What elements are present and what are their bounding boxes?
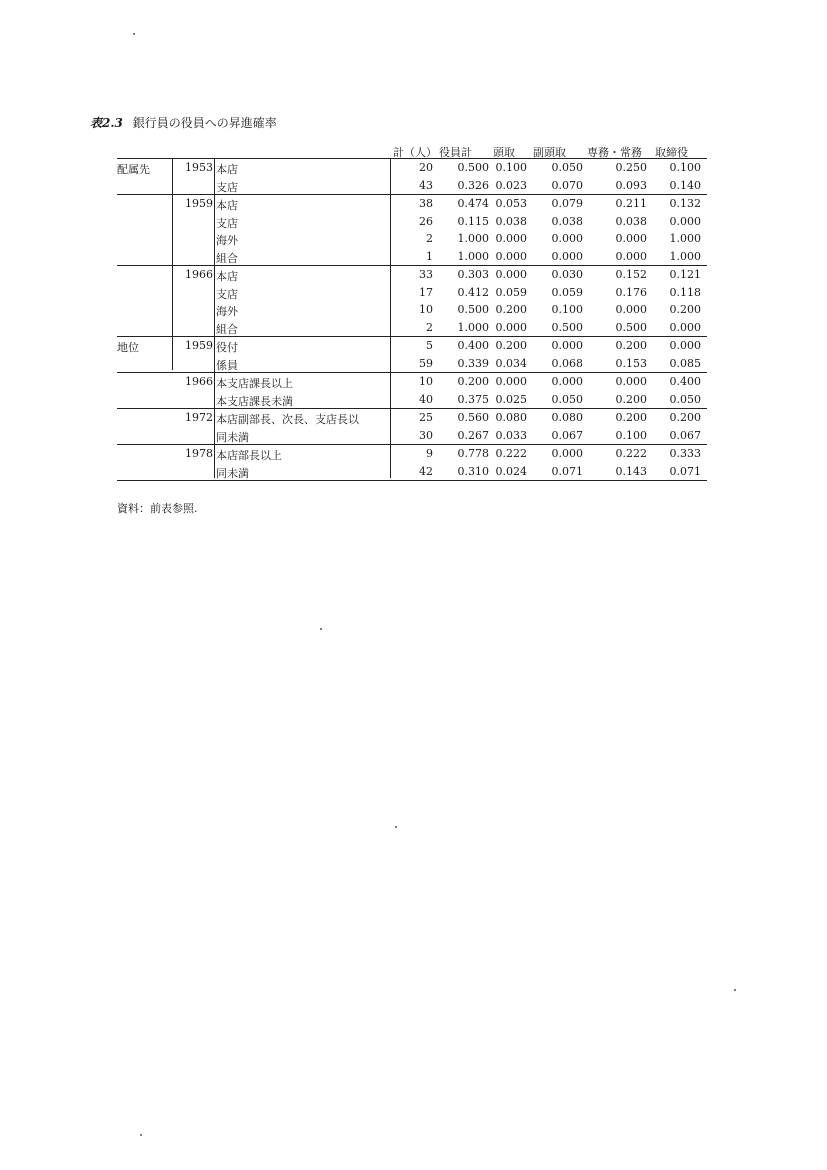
source-note: 資料：前表参照. bbox=[117, 502, 198, 515]
vice-president-cell: 0.000 bbox=[551, 249, 583, 263]
director-cell: 0.000 bbox=[669, 320, 701, 334]
vice-president-cell: 0.000 bbox=[551, 339, 583, 352]
year-cell: 1978 bbox=[185, 447, 213, 460]
table-row bbox=[117, 445, 707, 463]
director-cell: 1.000 bbox=[669, 249, 701, 263]
president-cell: 0.000 bbox=[495, 375, 527, 388]
director-cell: 0.333 bbox=[669, 447, 701, 460]
table-row bbox=[117, 355, 707, 373]
president-cell: 0.200 bbox=[495, 339, 527, 352]
director-cell: 0.100 bbox=[669, 161, 701, 174]
year-cell: 1953 bbox=[185, 161, 213, 174]
table-row bbox=[117, 319, 707, 337]
president-cell: 0.100 bbox=[495, 161, 527, 174]
director-cell: 0.118 bbox=[669, 285, 701, 299]
year-cell: 1966 bbox=[185, 268, 213, 281]
count-cell: 1 bbox=[426, 249, 433, 263]
table-row bbox=[117, 301, 707, 319]
count-cell: 25 bbox=[419, 411, 433, 424]
header-total: 計（人） bbox=[393, 146, 437, 159]
president-cell: 0.034 bbox=[495, 356, 527, 370]
director-cell: 0.050 bbox=[669, 392, 701, 406]
row-group bbox=[117, 159, 707, 195]
officers-cell: 0.326 bbox=[457, 178, 489, 192]
vice-president-cell: 0.050 bbox=[551, 392, 583, 406]
officers-cell: 0.267 bbox=[457, 428, 489, 442]
count-cell: 17 bbox=[419, 285, 433, 299]
column-rule bbox=[172, 159, 173, 370]
row-group bbox=[117, 373, 707, 409]
item-cell: 同未満 bbox=[216, 466, 249, 480]
managing-director-cell: 0.250 bbox=[615, 161, 647, 174]
vice-president-cell: 0.068 bbox=[551, 356, 583, 370]
table-row bbox=[117, 391, 707, 409]
director-cell: 0.085 bbox=[669, 356, 701, 370]
probability-table bbox=[117, 144, 707, 481]
managing-director-cell: 0.200 bbox=[615, 392, 647, 406]
director-cell: 0.132 bbox=[669, 197, 701, 210]
scan-speck bbox=[395, 826, 397, 828]
count-cell: 59 bbox=[419, 356, 433, 370]
item-cell: 本支店課長以上 bbox=[216, 377, 293, 390]
item-cell: 支店 bbox=[216, 216, 238, 230]
table-row bbox=[117, 266, 707, 284]
officers-cell: 0.339 bbox=[457, 356, 489, 370]
count-cell: 33 bbox=[419, 268, 433, 281]
officers-cell: 0.778 bbox=[457, 447, 489, 460]
table-row bbox=[117, 409, 707, 427]
table-row bbox=[117, 213, 707, 231]
officers-cell: 1.000 bbox=[457, 232, 489, 245]
president-cell: 0.059 bbox=[495, 285, 527, 299]
president-cell: 0.222 bbox=[495, 447, 527, 460]
count-cell: 9 bbox=[426, 447, 433, 460]
president-cell: 0.080 bbox=[495, 411, 527, 424]
president-cell: 0.053 bbox=[495, 197, 527, 210]
officers-cell: 0.474 bbox=[457, 197, 489, 210]
year-cell: 1959 bbox=[185, 339, 213, 352]
managing-director-cell: 0.152 bbox=[615, 268, 647, 281]
count-cell: 30 bbox=[419, 428, 433, 442]
managing-director-cell: 0.000 bbox=[615, 232, 647, 245]
president-cell: 0.000 bbox=[495, 320, 527, 334]
president-cell: 0.200 bbox=[495, 303, 527, 316]
table-header bbox=[117, 144, 707, 159]
count-cell: 2 bbox=[426, 320, 433, 334]
count-cell: 5 bbox=[426, 339, 433, 352]
officers-cell: 0.500 bbox=[457, 303, 489, 316]
vice-president-cell: 0.000 bbox=[551, 232, 583, 245]
officers-cell: 0.303 bbox=[457, 268, 489, 281]
row-group bbox=[117, 409, 707, 445]
vice-president-cell: 0.100 bbox=[551, 303, 583, 316]
managing-director-cell: 0.153 bbox=[615, 356, 647, 370]
vice-president-cell: 0.070 bbox=[551, 178, 583, 192]
vice-president-cell: 0.059 bbox=[551, 285, 583, 299]
row-group bbox=[117, 266, 707, 337]
item-cell: 本店 bbox=[216, 199, 238, 212]
officers-cell: 0.500 bbox=[457, 161, 489, 174]
managing-director-cell: 0.000 bbox=[615, 303, 647, 316]
item-cell: 本店 bbox=[216, 270, 238, 283]
count-cell: 2 bbox=[426, 232, 433, 245]
managing-director-cell: 0.222 bbox=[615, 447, 647, 460]
year-cell: 1972 bbox=[185, 411, 213, 424]
year-cell: 1966 bbox=[185, 375, 213, 388]
table-row bbox=[117, 427, 707, 445]
table-row bbox=[117, 284, 707, 302]
item-cell: 本支店課長未満 bbox=[216, 394, 293, 408]
item-cell: 係員 bbox=[216, 358, 238, 372]
officers-cell: 0.200 bbox=[457, 375, 489, 388]
row-group bbox=[117, 337, 707, 373]
scan-speck bbox=[734, 989, 736, 991]
president-cell: 0.025 bbox=[495, 392, 527, 406]
table-row bbox=[117, 463, 707, 481]
item-cell: 本店副部長、次長、支店長以 bbox=[216, 413, 359, 426]
managing-director-cell: 0.211 bbox=[615, 197, 647, 210]
director-cell: 0.140 bbox=[669, 178, 701, 192]
table-caption: 銀行員の役員への昇進確率 bbox=[132, 116, 277, 130]
scan-speck bbox=[140, 1134, 142, 1136]
table-number: 表2.3 bbox=[90, 116, 123, 130]
header-managing-director: 専務・常務 bbox=[587, 146, 642, 159]
vice-president-cell: 0.071 bbox=[551, 464, 583, 478]
count-cell: 26 bbox=[419, 214, 433, 228]
president-cell: 0.024 bbox=[495, 464, 527, 478]
item-cell: 支店 bbox=[216, 287, 238, 301]
president-cell: 0.000 bbox=[495, 268, 527, 281]
count-cell: 10 bbox=[419, 375, 433, 388]
officers-cell: 0.412 bbox=[457, 285, 489, 299]
column-rule bbox=[390, 159, 391, 478]
director-cell: 0.400 bbox=[669, 375, 701, 388]
officers-cell: 0.375 bbox=[457, 392, 489, 406]
managing-director-cell: 0.100 bbox=[615, 428, 647, 442]
officers-cell: 0.310 bbox=[457, 464, 489, 478]
director-cell: 0.121 bbox=[669, 268, 701, 281]
director-cell: 0.000 bbox=[669, 339, 701, 352]
officers-cell: 1.000 bbox=[457, 320, 489, 334]
managing-director-cell: 0.176 bbox=[615, 285, 647, 299]
director-cell: 0.200 bbox=[669, 303, 701, 316]
count-cell: 20 bbox=[419, 161, 433, 174]
vice-president-cell: 0.050 bbox=[551, 161, 583, 174]
vice-president-cell: 0.030 bbox=[551, 268, 583, 281]
item-cell: 海外 bbox=[216, 234, 238, 247]
header-director: 取締役 bbox=[655, 146, 688, 159]
table-row bbox=[117, 337, 707, 355]
count-cell: 10 bbox=[419, 303, 433, 316]
item-cell: 組合 bbox=[216, 322, 238, 336]
table-row bbox=[117, 248, 707, 266]
managing-director-cell: 0.000 bbox=[615, 249, 647, 263]
table-title bbox=[90, 114, 277, 131]
officers-cell: 1.000 bbox=[457, 249, 489, 263]
item-cell: 組合 bbox=[216, 251, 238, 265]
table-row bbox=[117, 195, 707, 213]
category-cell: 配属先 bbox=[117, 163, 150, 176]
president-cell: 0.000 bbox=[495, 249, 527, 263]
director-cell: 0.200 bbox=[669, 411, 701, 424]
table-row bbox=[117, 159, 707, 177]
director-cell: 1.000 bbox=[669, 232, 701, 245]
count-cell: 43 bbox=[419, 178, 433, 192]
column-rule bbox=[214, 159, 215, 478]
year-cell: 1959 bbox=[185, 197, 213, 210]
vice-president-cell: 0.000 bbox=[551, 375, 583, 388]
vice-president-cell: 0.079 bbox=[551, 197, 583, 210]
vice-president-cell: 0.067 bbox=[551, 428, 583, 442]
count-cell: 40 bbox=[419, 392, 433, 406]
scan-speck bbox=[133, 33, 135, 35]
row-group bbox=[117, 445, 707, 481]
item-cell: 本店部長以上 bbox=[216, 449, 282, 462]
item-cell: 本店 bbox=[216, 163, 238, 176]
category-cell: 地位 bbox=[117, 341, 139, 354]
managing-director-cell: 0.000 bbox=[615, 375, 647, 388]
table-body bbox=[117, 159, 707, 481]
header-vice-president: 副頭取 bbox=[533, 146, 566, 159]
item-cell: 役付 bbox=[216, 341, 238, 354]
president-cell: 0.038 bbox=[495, 214, 527, 228]
vice-president-cell: 0.000 bbox=[551, 447, 583, 460]
managing-director-cell: 0.093 bbox=[615, 178, 647, 192]
president-cell: 0.033 bbox=[495, 428, 527, 442]
header-officers: 役員計 bbox=[439, 146, 472, 159]
count-cell: 38 bbox=[419, 197, 433, 210]
row-group bbox=[117, 195, 707, 266]
item-cell: 同未満 bbox=[216, 430, 249, 444]
officers-cell: 0.400 bbox=[457, 339, 489, 352]
header-president: 頭取 bbox=[493, 146, 515, 159]
item-cell: 海外 bbox=[216, 305, 238, 318]
scan-speck bbox=[320, 628, 322, 630]
officers-cell: 0.115 bbox=[457, 214, 489, 228]
director-cell: 0.071 bbox=[669, 464, 701, 478]
director-cell: 0.000 bbox=[669, 214, 701, 228]
vice-president-cell: 0.500 bbox=[551, 320, 583, 334]
table-row bbox=[117, 230, 707, 248]
president-cell: 0.000 bbox=[495, 232, 527, 245]
managing-director-cell: 0.500 bbox=[615, 320, 647, 334]
vice-president-cell: 0.080 bbox=[551, 411, 583, 424]
director-cell: 0.067 bbox=[669, 428, 701, 442]
table-row bbox=[117, 373, 707, 391]
table-row bbox=[117, 177, 707, 195]
managing-director-cell: 0.143 bbox=[615, 464, 647, 478]
managing-director-cell: 0.200 bbox=[615, 339, 647, 352]
officers-cell: 0.560 bbox=[457, 411, 489, 424]
president-cell: 0.023 bbox=[495, 178, 527, 192]
managing-director-cell: 0.038 bbox=[615, 214, 647, 228]
count-cell: 42 bbox=[419, 464, 433, 478]
item-cell: 支店 bbox=[216, 180, 238, 194]
managing-director-cell: 0.200 bbox=[615, 411, 647, 424]
vice-president-cell: 0.038 bbox=[551, 214, 583, 228]
